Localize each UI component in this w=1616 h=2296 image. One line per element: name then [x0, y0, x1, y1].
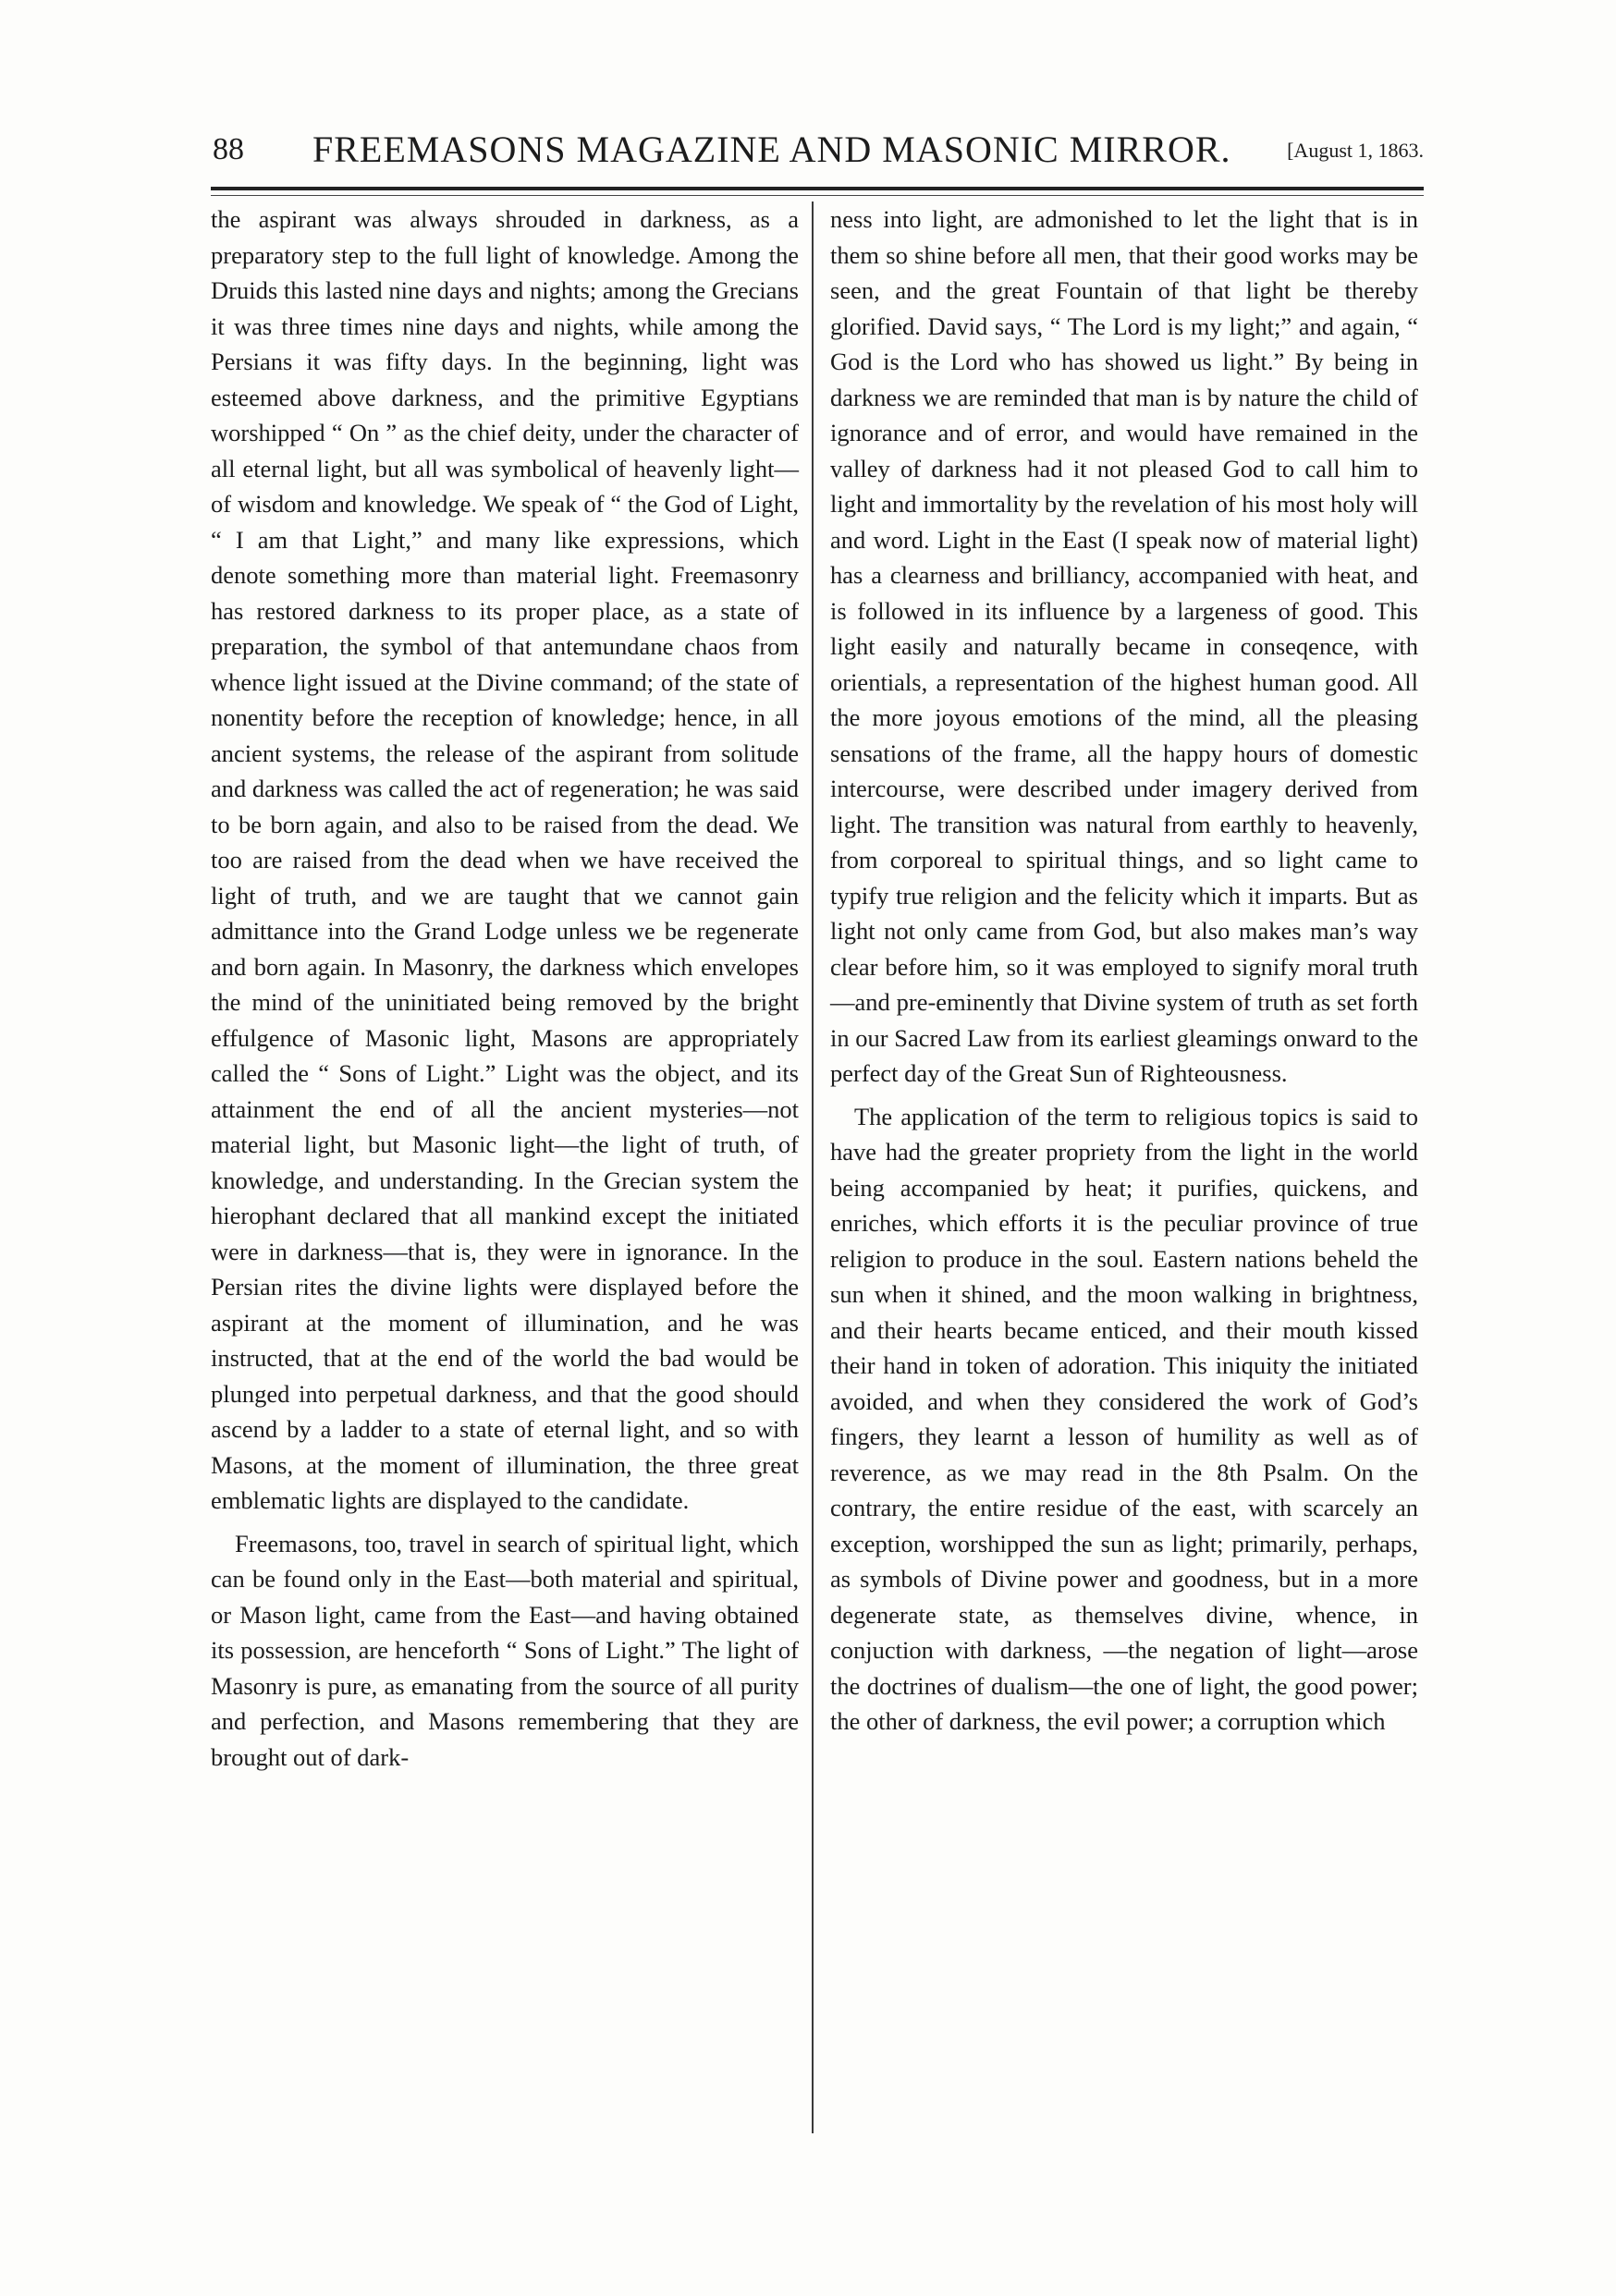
right-column	[830, 202, 1418, 1740]
right-paragraph-1: ness into light, are admonished to let the light that is in them so shine before all men, that their good works may be seen, and the great Fountain of that light be thereby glorified. David says, “ The Lord is my light;” and again, “ God is the Lord who has showed us light.” By being in darkness we are reminded that man is by nature the child of ignorance and of error, and would have remained in the valley of darkness had it not pleased God to call him to light and immortality by the revelation of his most holy will and word. Light in the East (I speak now of material light) has a clearness and brilliancy, accompanied with heat, and is followed in its influence by a largeness of good. This light easily and naturally became in conseqence, with orientials, a representation of the highest human good. All the more joyous emotions of the mind, all the pleasing sensations of the frame, all the happy hours of domestic intercourse, were described under imagery derived from light. The transition was natural from earthly to heavenly, from corporeal to spiritual things, and so light came to typify true religion and the felicity which it imparts. But as light not only came from God, but also makes man’s way clear before him, so it was employed to signify moral truth—and pre-eminently that Divine system of truth as set forth in our Sacred Law from its earliest gleamings onward to the perfect day of the Great Sun of Righteousness.	[830, 205, 1418, 1087]
left-paragraph-2: Freemasons, too, travel in search of spiritual light, which can be found only in the East—both material and spiritual, or Mason light, came from the East—and having obtained its possession, are henceforth “ Sons of Light.” The light of Masonry is pure, as emanating from the source of all purity and perfection, and Masons remembering that they are brought out of dark-	[211, 1529, 799, 1771]
page-header	[213, 129, 1424, 176]
page-number: 88	[213, 132, 244, 166]
left-column	[211, 202, 799, 1775]
header-rule-thick	[211, 187, 1424, 190]
column-divider	[812, 202, 814, 2133]
running-title: FREEMASONS MAGAZINE AND MASONIC MIRROR.	[312, 128, 1231, 170]
right-paragraph-2: The application of the term to religious topics is said to have had the greater propriety from the light in the world being accompanied by heat; it purifies, quickens, and enriches, which efforts it is the peculiar province of true religion to produce in the soul. Eastern nations beheld the sun when it shined, and the moon walking in brightness, and their hearts became enticed, and their mouth kissed their hand in token of adoration. This iniquity the initiated avoided, and when they considered the work of God’s fingers, they learnt a lesson of humility as well as of reverence, as we may read in the 8th Psalm. On the contrary, the entire residue of the east, with scarcely an exception, worshipped the sun as light; primarily, perhaps, as symbols of Divine power and goodness, but in a more degenerate state, as themselves divine, whence, in conjuction with darkness, —the negation of light—arose the doctrines of dualism—the one of light, the good power; the other of darkness, the evil power; a corruption which	[830, 1102, 1418, 1735]
left-paragraph-1: the aspirant was always shrouded in darkness, as a preparatory step to the full light of knowledge. Among the Druids this lasted nine days and nights; among the Grecians it was three times nine days and nights, while among the Persians it was fifty days. In the beginning, light was esteemed above darkness, and the primitive Egyptians worshipped “ On ” as the chief deity, under the character of all eternal light, but all was symbolical of heavenly light—of wisdom and knowledge. We speak of “ the God of Light, “ I am that Light,” and many like expressions, which denote something more than material light. Freemasonry has restored darkness to its proper place, as a state of preparation, the symbol of that antemundane chaos from whence light issued at the Divine command; of the state of nonentity before the reception of knowledge; hence, in all ancient systems, the release of the aspirant from solitude and darkness was called the act of regeneration; he was said to be born again, and also to be raised from the dead. We too are raised from the dead when we have received the light of truth, and we are taught that we cannot gain admittance into the Grand Lodge unless we be regenerate and born again. In Masonry, the darkness which envelopes the mind of the uninitiated being removed by the bright effulgence of Masonic light, Masons are appropriately called the “ Sons of Light.” Light was the object, and its attainment the end of all the ancient mysteries—not material light, but Masonic light—the light of truth, of knowledge, and understanding. In the Grecian system the hierophant declared that all mankind except the initiated were in darkness—that is, they were in ignorance. In the Persian rites the divine lights were displayed before the aspirant at the moment of illumination, and he was instructed, that at the end of the world the bad would be plunged into perpetual darkness, and that the good should ascend by a ladder to a state of eternal light, and so with Masons, at the moment of illumination, the three great emblematic lights are displayed to the candidate.	[211, 205, 799, 1514]
issue-date: [August 1, 1863.	[1287, 139, 1424, 162]
header-rule-thin	[211, 195, 1424, 196]
